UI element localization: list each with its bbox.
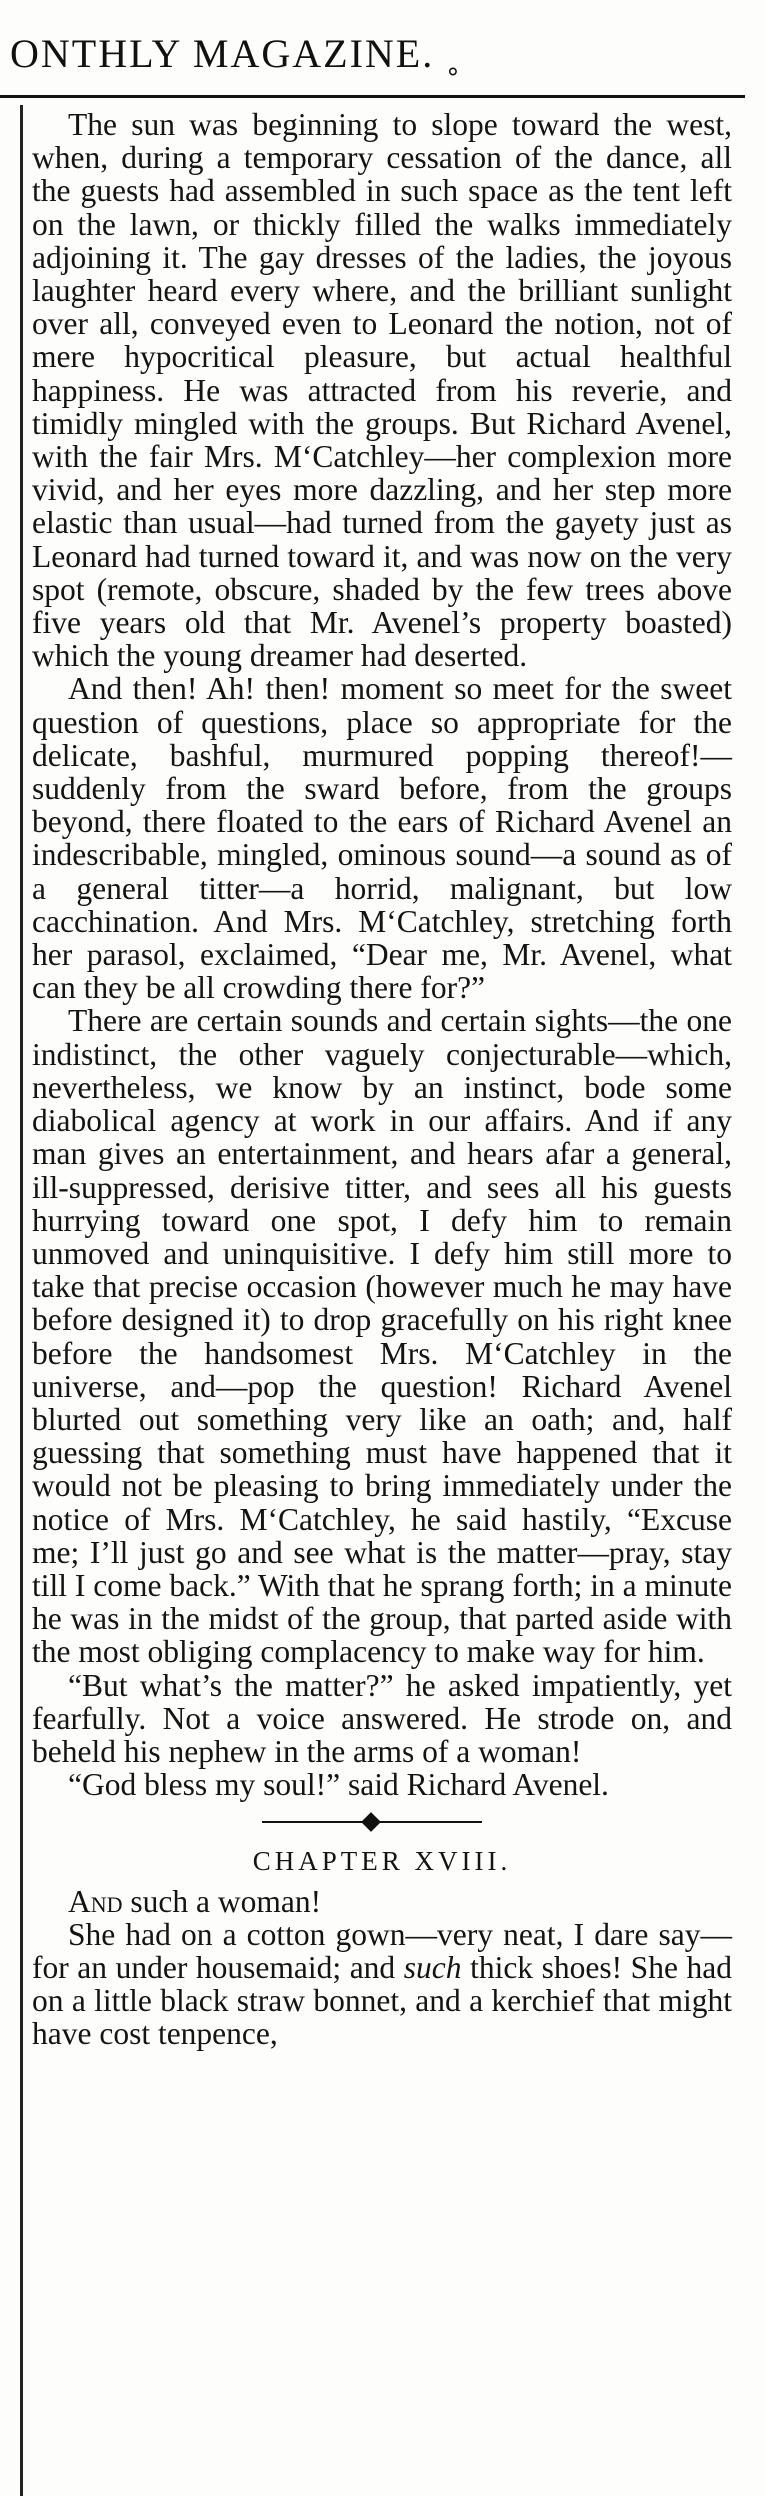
chapter-opening-line [32, 1885, 732, 1918]
diamond-ornament-icon [361, 1812, 381, 1832]
paragraph-sun-slope: The sun was beginning to slope toward the west, when, during a temporary cessation of the dance, all the guests had assembled in such space as the tent left on the lawn, or thickly filled the walks immediately adjoining it. The gay dresses of the ladies, the joyous laughter heard every where, and the brilliant sunlight over all, conveyed even to Leonard the notion, not of mere hypocritical pleasure, but actual healthful happiness. He was attracted from his reverie, and timidly mingled with the groups. But Richard Avenel, with the fair Mrs. M‘Catchley—her complexion more vivid, and her eyes more dazzling, and her step more elastic than usual—had turned from the gayety just as Leonard had turned toward it, and was now on the very spot (remote, obscure, shaded by the few trees above five years old that Mr. Avenel’s property boasted) which the young dreamer had deserted. [32, 107, 732, 674]
cotton-gown-text-2: thick shoes! She had on a little black straw bonnet, and a kerchief that might have cost tenpence, [32, 1949, 732, 2052]
header-rule [0, 95, 745, 98]
emphasis-such: such [403, 1949, 462, 1985]
paragraph-and-then: And then! Ah! then! moment so meet for the sweet question of questions, place so appropriate for the delicate, bashful, murmured popping thereof!—suddenly from the sward before, from the groups beyond, there floated to the ears of Richard Avenel an indescribable, mingled, ominous sound—a sound as of a general titter—a horrid, malignant, but low cacchination. And Mrs. M‘Catchley, stretching forth her parasol, exclaimed, “Dear me, Mr. Avenel, what can they be all crowding there for?” [32, 671, 732, 1006]
running-header: ONTHLY MAGAZINE. ˳ [10, 31, 462, 76]
paragraph-whats-the-matter: “But what’s the matter?” he asked impatiently, yet fearfully. Not a voice answered. He strode on, and beheld his nephew in the arms of a woman! [32, 1667, 732, 1769]
text-column [32, 108, 732, 2051]
chapter-opening-text: such a woman! [122, 1883, 322, 1919]
section-ornament [32, 1801, 732, 1843]
cotton-gown-text-1: She had on a cotton gown—very neat, I dare say—for an under housemaid; and [32, 1916, 732, 1985]
chapter-heading: CHAPTER XVIII. [252, 1846, 512, 1877]
paragraph-god-bless: “God bless my soul!” said Richard Avenel. [68, 1767, 609, 1803]
paragraph-certain-sounds: There are certain sounds and certain sights—the one indistinct, the other vaguely conjecturable—which, nevertheless, we know by an instinct, bode some diabolical agency at work in our affairs. And if any man gives an entertainment, and hears afar a general, ill-suppressed, derisive titter, and sees all his guests hurrying toward one spot, I defy him to remain unmoved and uninquisitive. I defy him still more to take that precise occasion (however much he may have before designed it) to drop gracefully on his right knee before the handsomest Mrs. M‘Catchley in the universe, and—pop the question! Richard Avenel blurted out something very like an oath; and, half guessing that something must have happened that it would not be pleasing to bring immediately under the notice of Mrs. M‘Catchley, he said hastily, “Excuse me; I’ll just go and see what is the matter—pray, stay till I come back.” With that he sprang forth; in a minute he was in the midst of the group, that parted aside with the most obliging complacency to make way for him. [32, 1003, 732, 1670]
column-rule [20, 105, 23, 2496]
chapter-opening-small-caps: And [68, 1883, 123, 1919]
paragraph-cotton-gown [32, 1918, 732, 2051]
